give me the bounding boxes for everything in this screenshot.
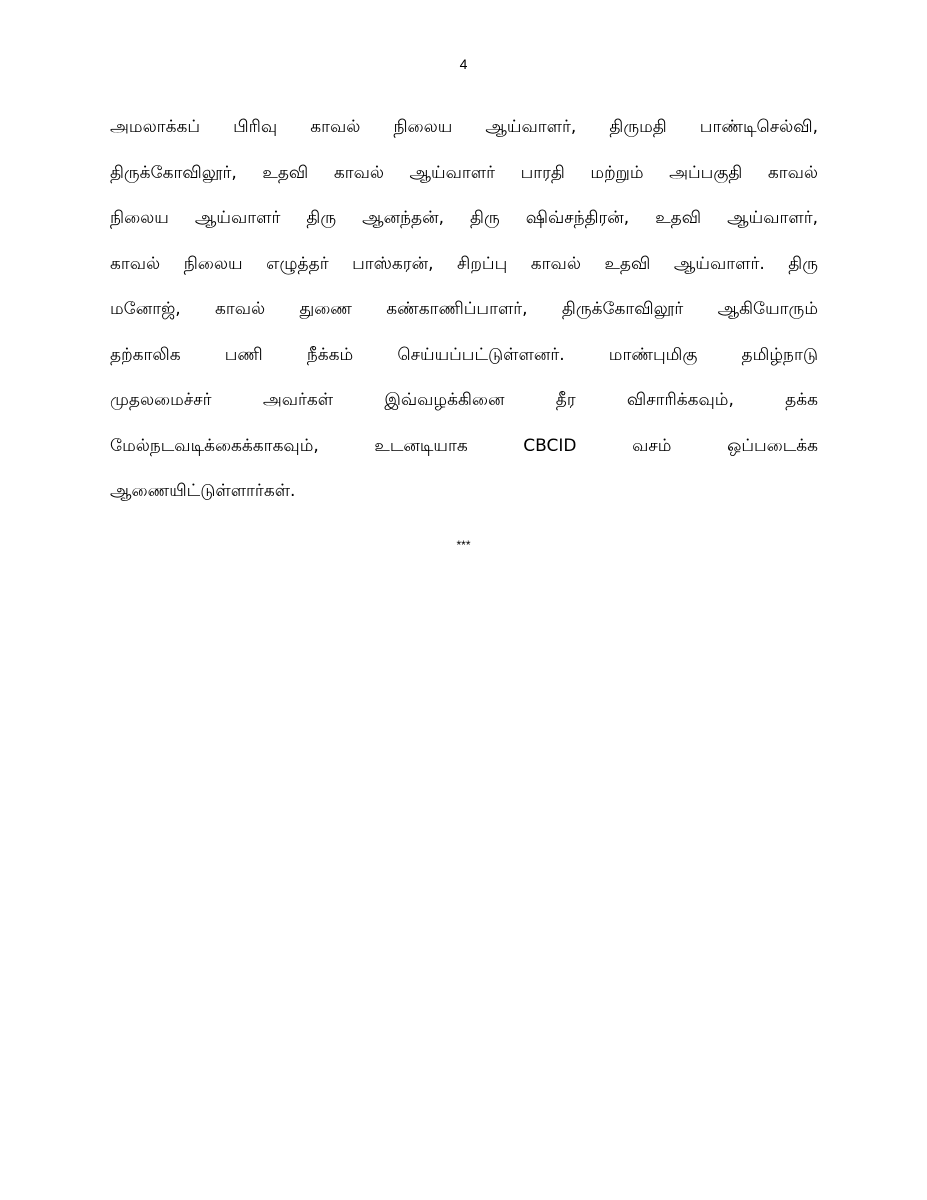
paragraph-line: முதலமைச்சர் அவர்கள் இவ்வழக்கினை தீர விசாரிக்கவும், தக்க [110, 390, 818, 410]
paragraph-line: ஆணையிட்டுள்ளார்கள். [110, 481, 296, 501]
paragraph-line: மேல்நடவடிக்கைக்காகவும், உடனடியாக CBCID வசம் ஒப்படைக்க [110, 435, 818, 456]
paragraph-line: காவல் நிலைய எழுத்தர் பாஸ்கரன், சிறப்பு காவல் உதவி ஆய்வாளர். திரு [110, 253, 818, 274]
end-of-document-mark: *** [456, 538, 471, 552]
paragraph-line: அமலாக்கப் பிரிவு காவல் நிலைய ஆய்வாளர், திருமதி பாண்டிசெல்வி, [110, 117, 818, 137]
paragraph-line: தற்காலிக பணி நீக்கம் செய்யப்பட்டுள்ளனர். மாண்புமிகு தமிழ்நாடு [110, 344, 818, 365]
document-body [110, 108, 818, 518]
paragraph-line: திருக்கோவிலூர், உதவி காவல் ஆய்வாளர் பாரதி மற்றும் அப்பகுதி காவல் [110, 162, 818, 183]
paragraph-line: மனோஜ், காவல் துணை கண்காணிப்பாளர், திருக்கோவிலூர் ஆகியோரும் [110, 299, 818, 319]
paragraph-line: நிலைய ஆய்வாளர் திரு ஆனந்தன், திரு ஷிவ்சந்திரன், உதவி ஆய்வாளர், [110, 208, 818, 228]
page-number: 4 [459, 56, 468, 72]
